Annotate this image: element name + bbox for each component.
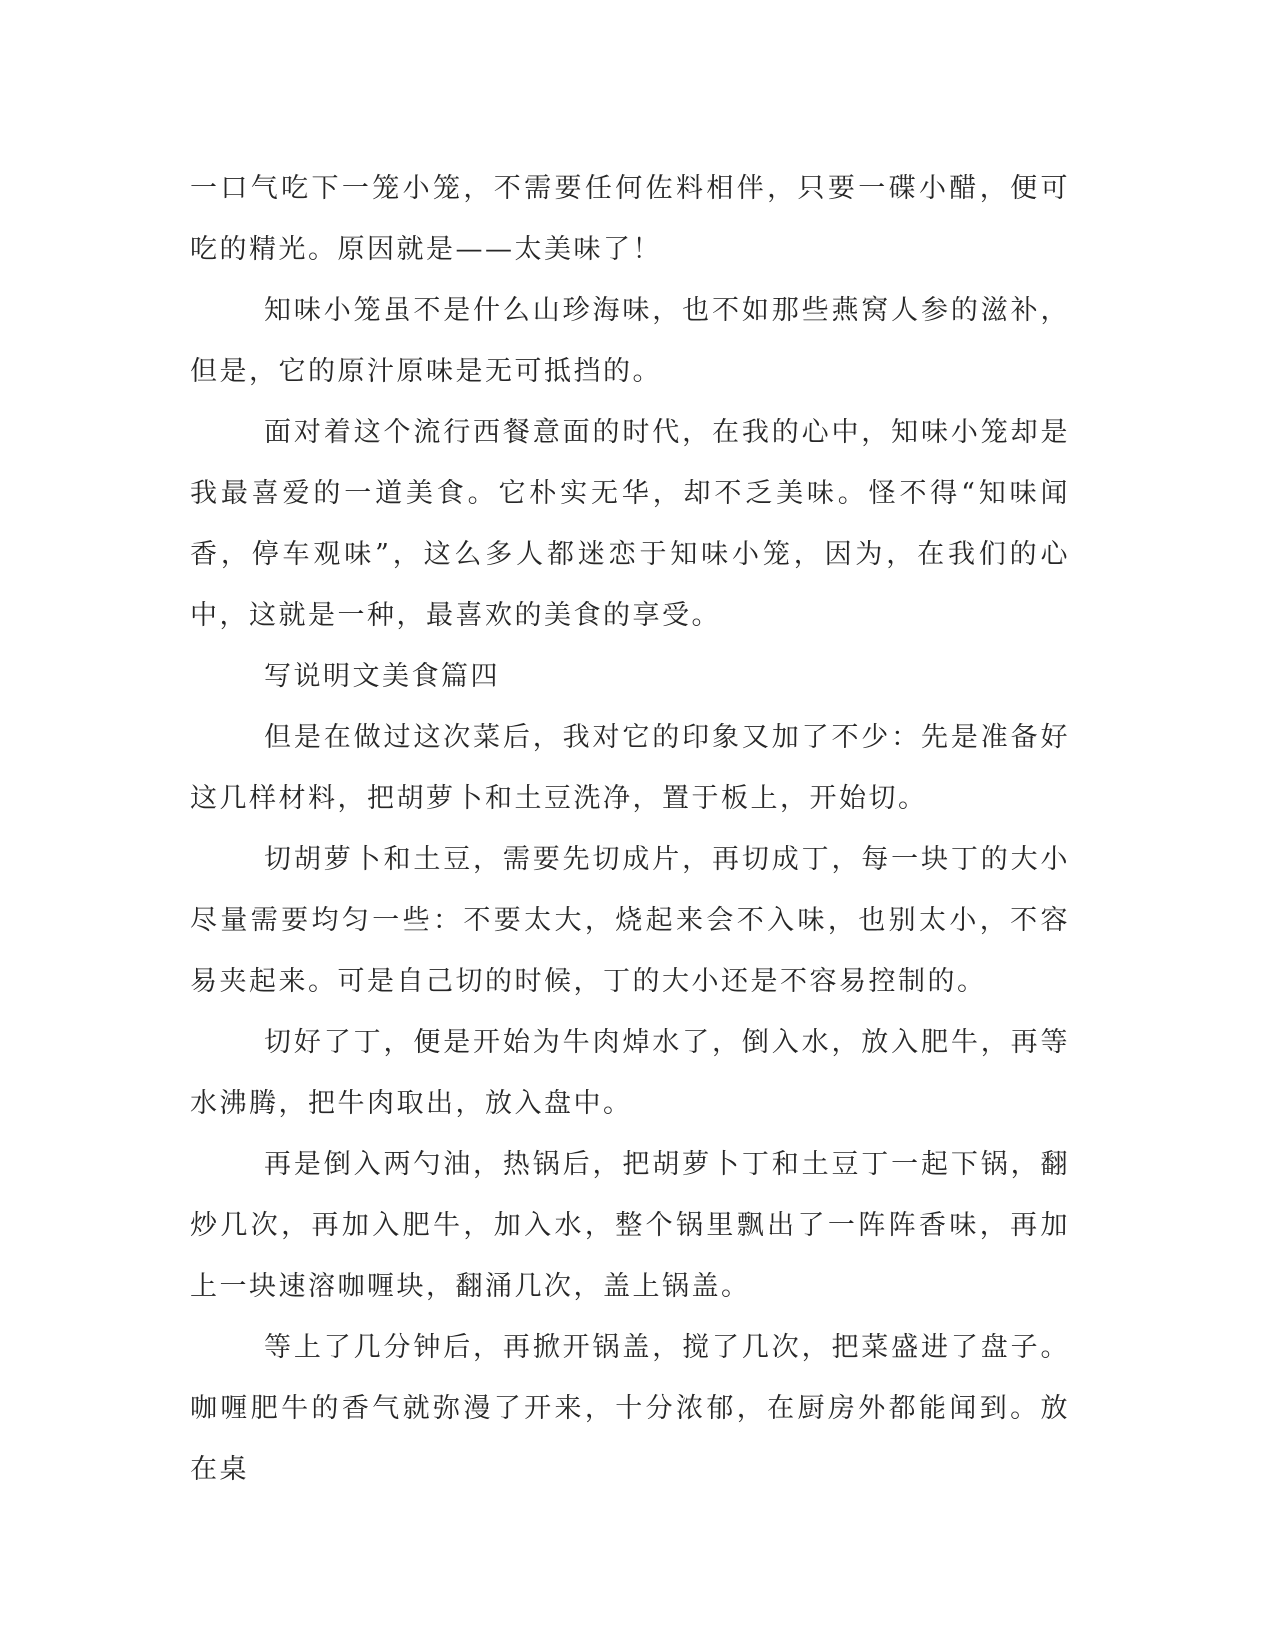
paragraph: 切好了丁，便是开始为牛肉焯水了，倒入水，放入肥牛，再等水沸腾，把牛肉取出，放入盘中。 — [190, 1027, 1070, 1119]
document-body — [190, 158, 1070, 1500]
paragraph: 但是在做过这次菜后，我对它的印象又加了不少：先是准备好这几样材料，把胡萝卜和土豆洗净，置于板上，开始切。 — [190, 722, 1070, 814]
paragraph-continued: 一口气吃下一笼小笼，不需要任何佐料相伴，只要一碟小醋，便可吃的精光。原因就是——太美味了！ — [190, 173, 1070, 265]
paragraph: 知味小笼虽不是什么山珍海味，也不如那些燕窝人参的滋补，但是，它的原汁原味是无可抵挡的。 — [190, 295, 1070, 387]
section-heading: 写说明文美食篇四 — [264, 661, 500, 692]
paragraph: 面对着这个流行西餐意面的时代，在我的心中，知味小笼却是我最喜爱的一道美食。它朴实无华，却不乏美味。怪不得“知味闻香，停车观味”，这么多人都迷恋于知味小笼，因为，在我们的心中，这就是一种，最喜欢的美食的享受。 — [190, 417, 1070, 631]
paragraph: 再是倒入两勺油，热锅后，把胡萝卜丁和土豆丁一起下锅，翻炒几次，再加入肥牛，加入水，整个锅里飘出了一阵阵香味，再加上一块速溶咖喱块，翻涌几次，盖上锅盖。 — [190, 1149, 1070, 1302]
paragraph: 切胡萝卜和土豆，需要先切成片，再切成丁，每一块丁的大小尽量需要均匀一些：不要太大，烧起来会不入味，也别太小，不容易夹起来。可是自己切的时候，丁的大小还是不容易控制的。 — [190, 844, 1070, 997]
paragraph: 等上了几分钟后，再掀开锅盖，搅了几次，把菜盛进了盘子。咖喱肥牛的香气就弥漫了开来，十分浓郁，在厨房外都能闻到。放在桌 — [190, 1332, 1070, 1485]
